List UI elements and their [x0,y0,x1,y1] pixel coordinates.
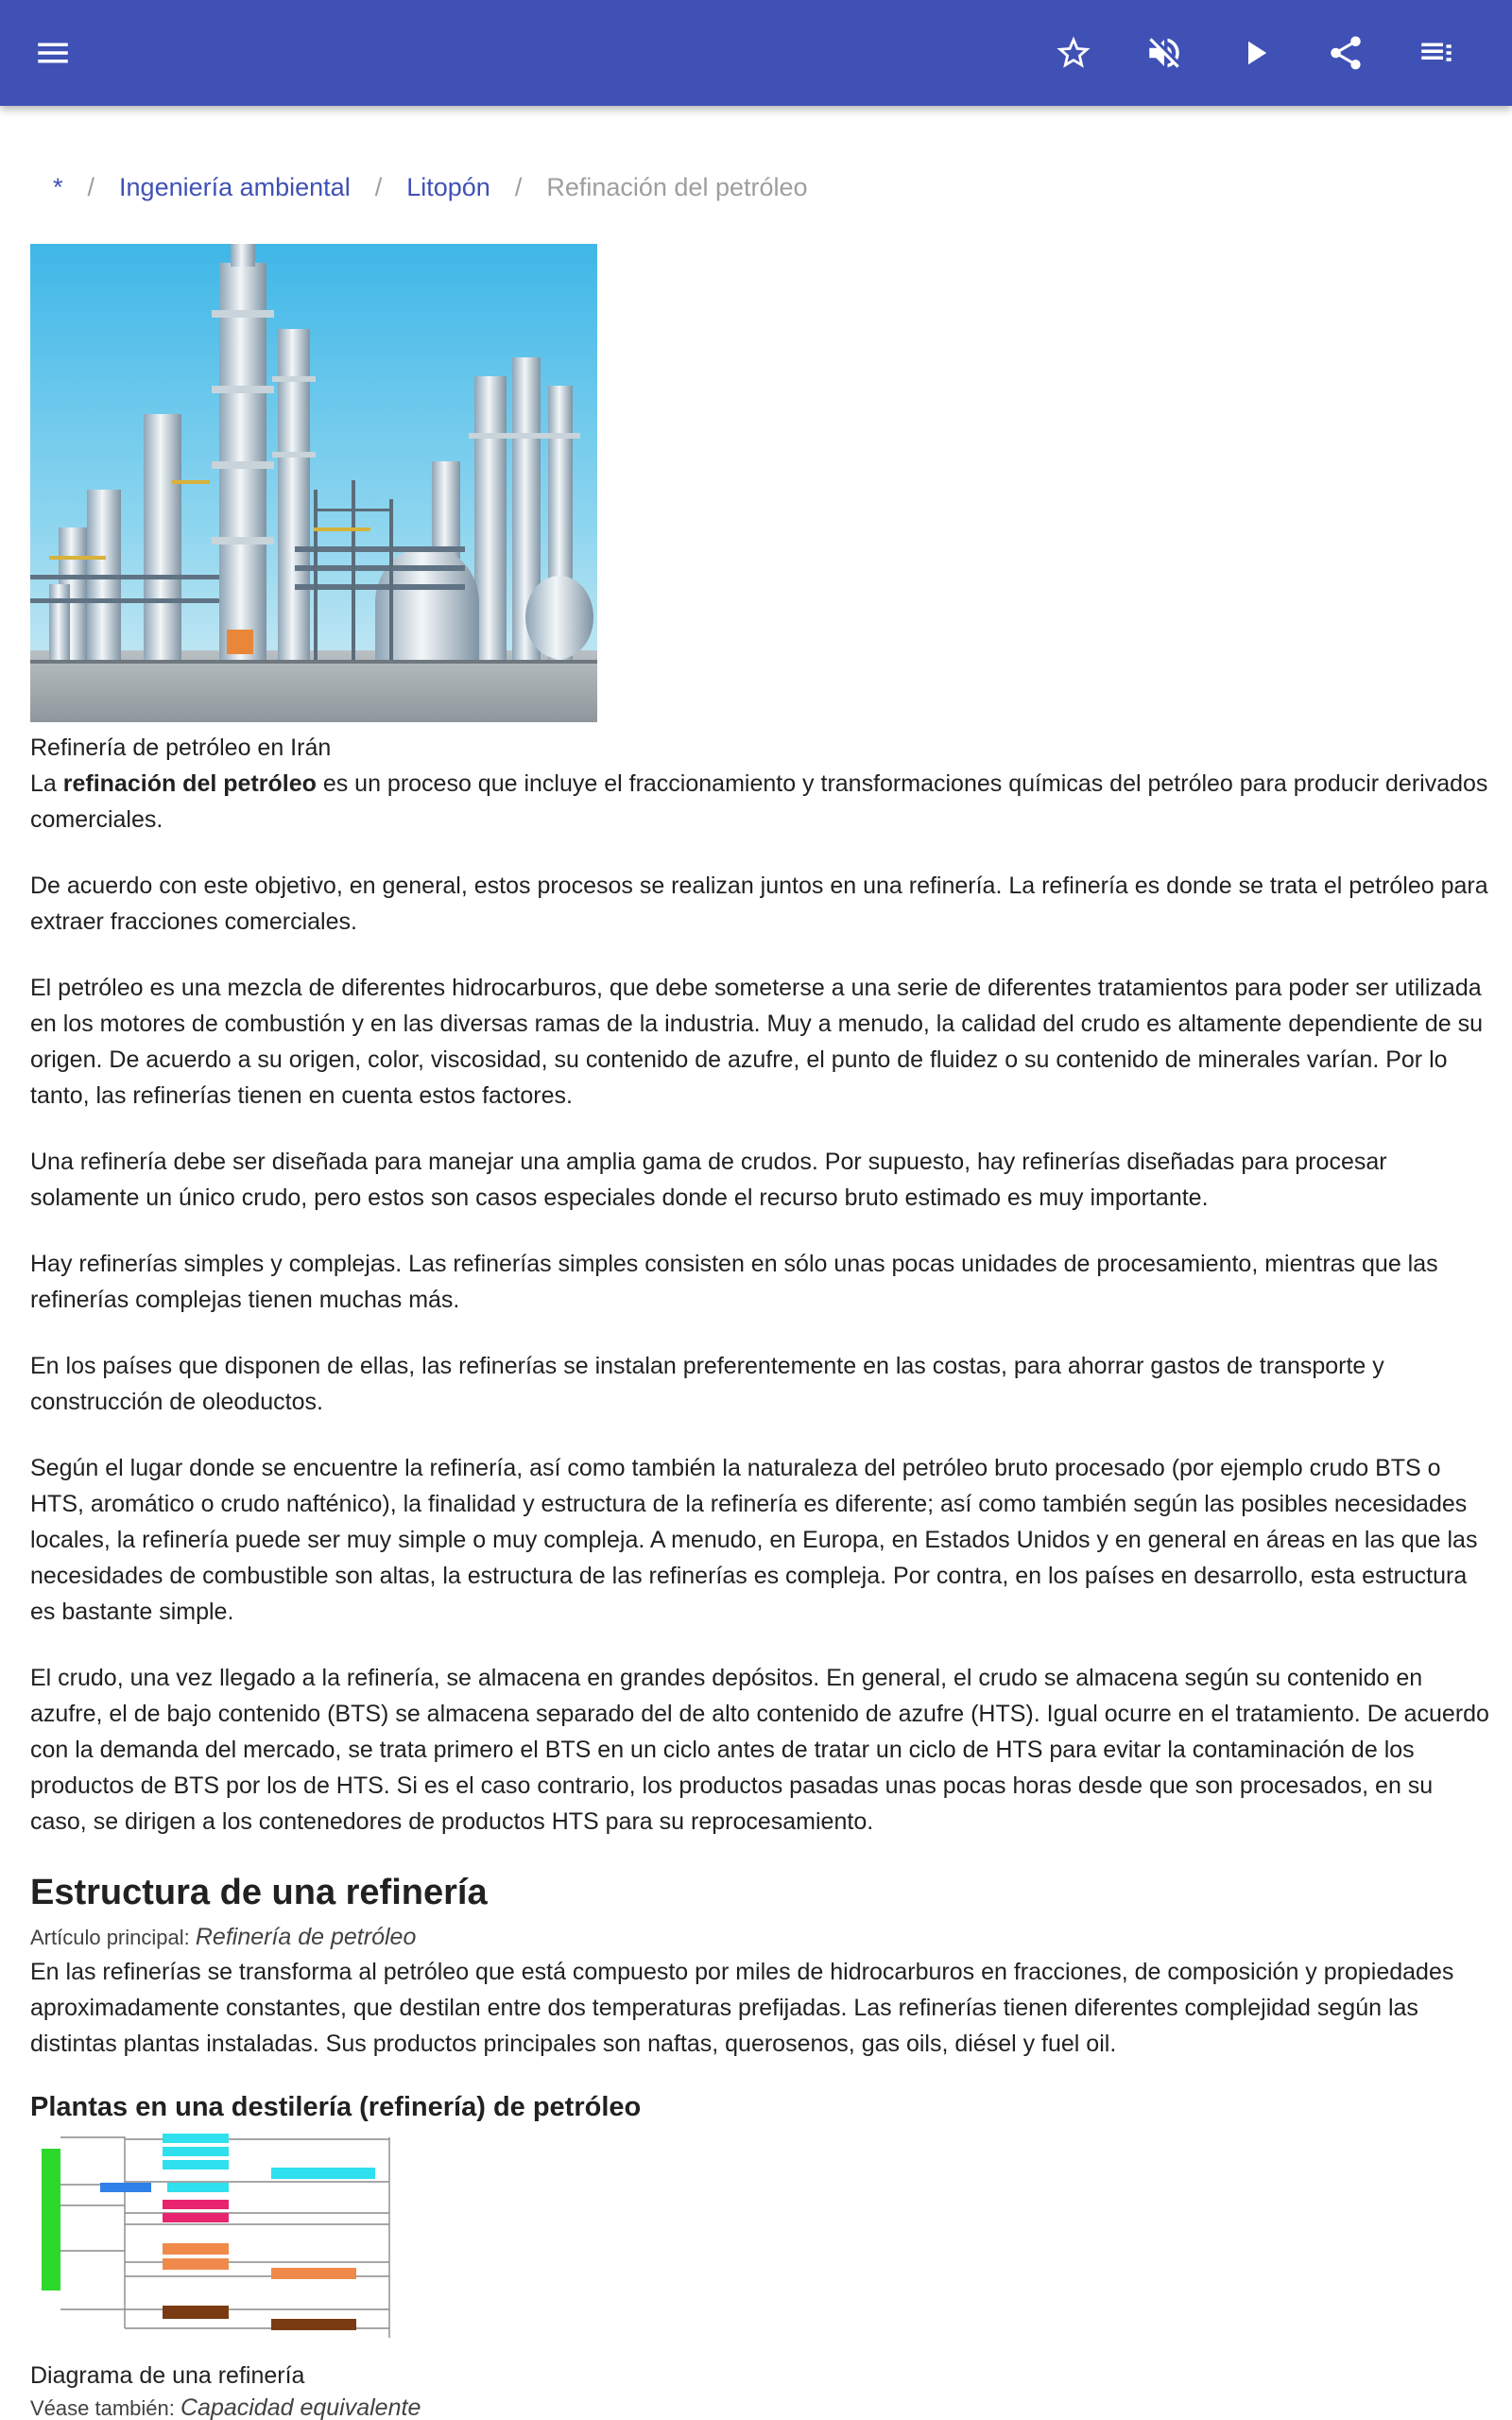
play-icon [1235,33,1275,73]
breadcrumb-separator: / [87,173,95,201]
article-paragraph: De acuerdo con este objetivo, en general, estos procesos se realizan juntos en una refinería. La refinería es donde se trata el petróleo para extraer fracciones comerciales. [30,873,1488,935]
bookmark-button[interactable] [1043,23,1104,83]
intro-paragraph [30,766,1489,838]
breadcrumb-home[interactable]: * [53,173,63,201]
play-button[interactable] [1225,23,1285,83]
see-also-link[interactable]: Capacidad equivalente [180,2394,421,2420]
share-button[interactable] [1315,23,1376,83]
section-heading-plantas: Plantas en una destilería (refinería) de petróleo [30,2092,642,2122]
refinery-diagram-figure [30,2130,446,2347]
main-article-label: Artículo principal: [30,1926,196,1949]
intro-suffix: es un proceso que incluye el fraccionamiento y transformaciones químicas del petróleo para producir derivados comerciales. [30,770,1488,833]
section-heading-estructura: Estructura de una refinería [30,1873,488,1912]
share-icon [1326,33,1366,73]
see-also [30,2393,1489,2420]
breadcrumb-item-litopon[interactable]: Litopón [406,173,490,201]
contents-button[interactable] [1406,23,1467,83]
intro-bold-term: refinación del petróleo [62,770,317,797]
diagram-caption: Diagrama de una refinería [30,2362,305,2389]
breadcrumb-separator: / [514,173,523,201]
main-article-ref [30,1921,1489,1954]
breadcrumb [53,168,808,206]
refinery-illustration [30,244,597,722]
article-paragraph: En los países que disponen de ellas, las refinerías se instalan preferentemente en las costas, para ahorrar gastos de transporte y construcción de oleoductos. [30,1353,1384,1415]
breadcrumb-current: Refinación del petróleo [546,173,808,201]
breadcrumb-separator: / [374,173,383,201]
article-paragraph: Hay refinerías simples y complejas. Las refinerías simples consisten en sólo unas pocas unidades de procesamiento, mientras que las refinerías complejas tienen muchas más. [30,1251,1438,1313]
refinery-diagram[interactable] [30,2130,446,2347]
article-body [30,730,1489,2420]
app-bar [0,0,1512,106]
volume-off-icon [1144,33,1184,73]
refinery-photo[interactable] [30,244,597,722]
breadcrumb-item-ingenieria[interactable]: Ingeniería ambiental [119,173,351,201]
article-paragraph: El crudo, una vez llegado a la refinería, se almacena en grandes depósitos. En general, el crudo se almacena según su contenido en azufre, el de bajo contenido (BTS) se almacena separado del de alto contenido de azufre (HTS). Igual ocurre en el tratamiento. De acuerdo con la demanda del mercado, se trata primero el BTS en un ciclo antes de tratar un ciclo de HTS para evitar la contaminación de los productos de BTS por los de HTS. Si es el caso contrario, los productos pasadas unas pocas horas desde que son procesados, en su caso, se dirigen a los contenedores de productos HTS para su reprocesamiento. [30,1665,1489,1835]
see-also-label: Véase también: [30,2396,180,2420]
menu-button[interactable] [23,23,83,83]
article-paragraph: Según el lugar donde se encuentre la refinería, así como también la naturaleza del petróleo bruto procesado (por ejemplo crudo BTS o HTS, aromático o crudo nafténico), la finalidad y estructura de la refinería es diferente; así como también según las posibles necesidades locales, la refinería puede ser muy simple o muy compleja. A menudo, en Europa, en Estados Unidos y en general en áreas en las que las necesidades de combustible son altas, la estructura de las refinerías es compleja. Por contra, en los países en desarrollo, esta estructura es bastante simple. [30,1455,1478,1625]
article-paragraph: Una refinería debe ser diseñada para manejar una amplia gama de crudos. Por supuesto, hay refinerías diseñadas para procesar solamente un único crudo, pero estos son casos especiales donde el recurso bruto estimado es muy importante. [30,1149,1387,1211]
mute-button[interactable] [1134,23,1194,83]
article-paragraph: El petróleo es una mezcla de diferentes hidrocarburos, que debe someterse a una serie de diferentes tratamientos para poder ser utilizada en los motores de combustión y en las diversas ramas de la industria. Muy a menudo, la calidad del crudo es altamente dependiente de su origen. De acuerdo a su origen, color, viscosidad, su contenido de azufre, el punto de fluidez o su contenido de minerales varían. Por lo tanto, las refinerías tienen en cuenta estos factores. [30,975,1483,1109]
section-paragraph: En las refinerías se transforma al petróleo que está compuesto por miles de hidrocarburos en fracciones, de composición y propiedades aproximadamente constantes, que destilan entre dos temperaturas prefijadas. Las refinerías tienen diferentes complejidad según las distintas plantas instaladas. Sus productos principales son naftas, querosenos, gas oils, diésel y fuel oil. [30,1959,1454,2057]
photo-caption: Refinería de petróleo en Irán [30,735,332,761]
main-article-link[interactable]: Refinería de petróleo [195,1924,417,1950]
star-outline-icon [1054,33,1093,73]
intro-prefix: La [30,770,63,797]
menu-icon [33,33,73,73]
playlist-icon [1417,33,1456,73]
